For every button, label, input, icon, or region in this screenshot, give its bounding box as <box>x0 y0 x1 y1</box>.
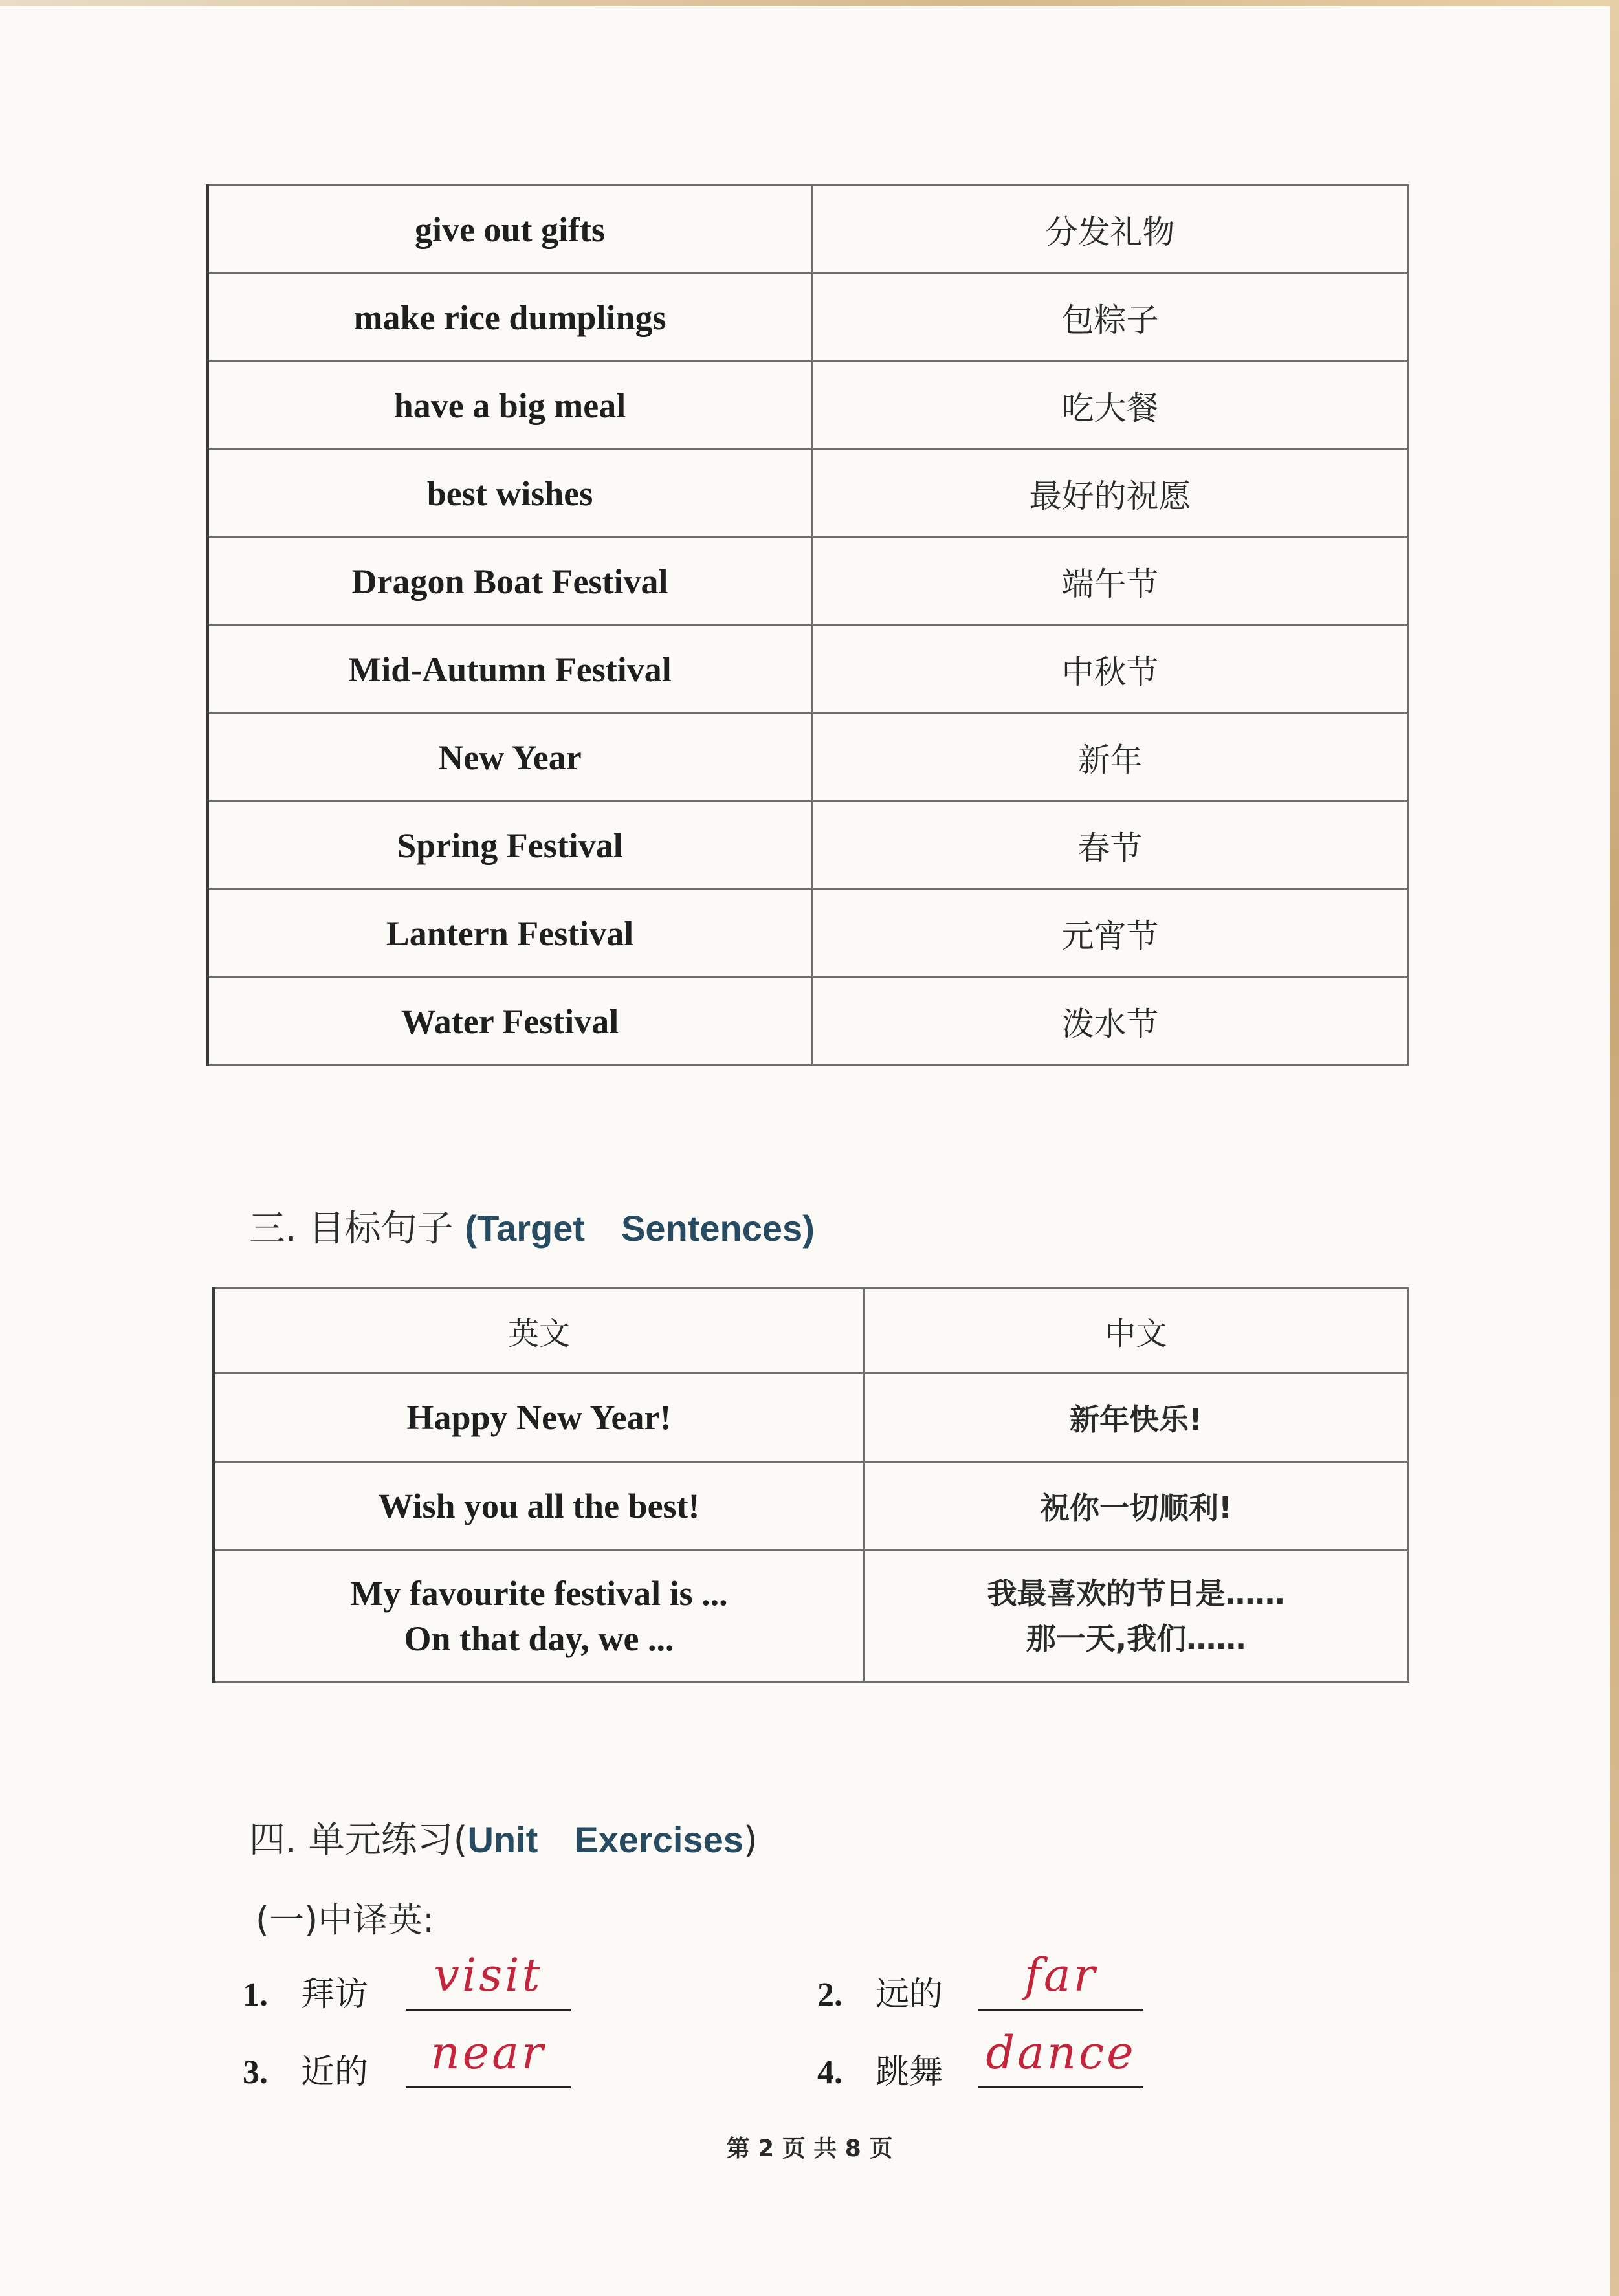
sentence-zh-line: 新年快乐! <box>1070 1402 1202 1437</box>
exercise-word: 拜访 <box>301 1975 369 2014</box>
vocab-en: Water Festival <box>208 978 812 1066</box>
vocab-en: Lantern Festival <box>208 890 812 978</box>
table-row <box>208 186 1409 274</box>
handwritten-answer: near <box>430 2026 546 2079</box>
section-three-en1: (Target <box>465 1208 586 1249</box>
header-english: 英文 <box>214 1289 864 1373</box>
vocab-zh: 包粽子 <box>812 274 1409 362</box>
exercise-number: 4. <box>817 2054 843 2091</box>
sentence-zh <box>864 1373 1409 1462</box>
vocab-en: New Year <box>208 714 812 802</box>
vocab-zh: 分发礼物 <box>812 186 1409 274</box>
vocab-en: have a big meal <box>208 362 812 450</box>
section-four-prefix: 四. 单元练习( <box>249 1819 468 1861</box>
sentence-en-line: Happy New Year! <box>406 1398 672 1437</box>
sentence-zh <box>864 1551 1409 1682</box>
vocab-zh: 元宵节 <box>812 890 1409 978</box>
section-four-suffix: ) <box>743 1819 758 1861</box>
sentence-zh-line: 我最喜欢的节日是…… <box>987 1576 1285 1611</box>
vocab-zh: 泼水节 <box>812 978 1409 1066</box>
handwritten-answer: dance <box>986 2026 1136 2079</box>
vocab-zh: 春节 <box>812 802 1409 890</box>
table-row <box>214 1462 1409 1551</box>
page-top-edge <box>0 0 1619 6</box>
section-three-prefix: 三. 目标句子 <box>249 1208 454 1250</box>
exercise-word: 跳舞 <box>876 2053 943 2092</box>
vocab-en: Dragon Boat Festival <box>208 538 812 626</box>
vocab-en: give out gifts <box>208 186 812 274</box>
vocab-en: Spring Festival <box>208 802 812 890</box>
vocab-zh: 最好的祝愿 <box>812 450 1409 538</box>
vocab-zh: 吃大餐 <box>812 362 1409 450</box>
answer-blank[interactable] <box>406 1949 571 2011</box>
vocab-zh: 端午节 <box>812 538 1409 626</box>
sentence-zh <box>864 1462 1409 1551</box>
vocab-en: best wishes <box>208 450 812 538</box>
table-row <box>208 362 1409 450</box>
target-sentences-table <box>212 1287 1409 1683</box>
page-right-edge <box>1610 0 1619 2296</box>
section-four-en2: Exercises <box>574 1819 743 1860</box>
section-three-en2: Sentences) <box>621 1208 815 1249</box>
sentence-zh-line: 祝你一切顺利! <box>1040 1491 1232 1525</box>
vocab-en: make rice dumplings <box>208 274 812 362</box>
sentence-en-line: Wish you all the best! <box>378 1487 700 1525</box>
exercise-item <box>243 2044 391 2093</box>
handwritten-answer: far <box>1024 1949 1098 2002</box>
sentence-en <box>214 1462 864 1551</box>
table-row <box>208 802 1409 890</box>
exercise-item <box>817 1967 966 2015</box>
answer-blank[interactable] <box>406 2026 571 2088</box>
exercise-number: 3. <box>243 2054 268 2091</box>
sentence-en-line-2: On that day, we ... <box>404 1619 674 1658</box>
sentence-en <box>214 1551 864 1682</box>
table-row <box>208 714 1409 802</box>
table-header-row <box>214 1289 1409 1373</box>
table-row <box>214 1373 1409 1462</box>
exercise-word: 远的 <box>876 1975 943 2014</box>
table-row <box>208 890 1409 978</box>
vocabulary-table <box>206 184 1409 1066</box>
section-four-heading <box>249 1811 758 1863</box>
handwritten-answer: visit <box>434 1949 543 2002</box>
table-row <box>214 1551 1409 1682</box>
sentence-en-line: My favourite festival is ... <box>350 1574 728 1613</box>
table-row <box>208 978 1409 1066</box>
answer-blank[interactable] <box>978 2026 1143 2088</box>
table-row <box>208 450 1409 538</box>
vocab-zh: 中秋节 <box>812 626 1409 714</box>
section-four-en1: Unit <box>467 1819 538 1860</box>
vocab-en: Mid-Autumn Festival <box>208 626 812 714</box>
table-row <box>208 626 1409 714</box>
sentence-en <box>214 1373 864 1462</box>
exercise-item <box>243 1967 391 2015</box>
vocab-zh: 新年 <box>812 714 1409 802</box>
table-row <box>208 274 1409 362</box>
exercise-number: 2. <box>817 1976 843 2013</box>
answer-blank[interactable] <box>978 1949 1143 2011</box>
table-row <box>208 538 1409 626</box>
exercise-word: 近的 <box>301 2053 369 2092</box>
sub-section-title: (一)中译英: <box>256 1899 435 1940</box>
page-number-footer: 第 2 页 共 8 页 <box>726 2136 893 2162</box>
header-chinese: 中文 <box>864 1289 1409 1373</box>
exercise-number: 1. <box>243 1976 268 2013</box>
section-three-heading <box>249 1200 815 1252</box>
sentence-zh-line-2: 那一天,我们…… <box>1026 1621 1246 1656</box>
exercise-item <box>817 2044 966 2093</box>
